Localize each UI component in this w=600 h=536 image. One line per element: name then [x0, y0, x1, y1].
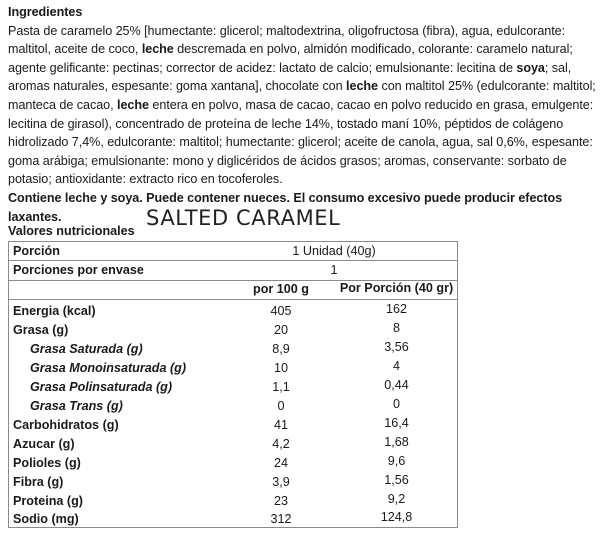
- column-header-per100: por 100 g: [253, 282, 309, 296]
- nutrient-per-serving: 9,6: [387, 454, 406, 468]
- ingredient-segment: ; sal, aromas naturales, espesante: goma xantana], chocolate con: [8, 60, 572, 94]
- nutrient-per100: 312: [270, 512, 292, 526]
- nutrient-per100: 0: [277, 399, 285, 413]
- column-header-row: [9, 280, 457, 299]
- column-header-per-serving: Por Porción (40 gr): [339, 281, 454, 295]
- nutrient-label: Carbohidratos (g): [13, 418, 119, 432]
- nutrient-per-serving: 1,56: [384, 473, 409, 487]
- nutrient-per-serving: 162: [385, 302, 407, 316]
- allergen-leche: leche: [117, 97, 149, 112]
- nutrition-heading: Valores nutricionales: [8, 224, 135, 238]
- servings-per-package-label: Porciones por envase: [13, 263, 144, 277]
- ingredients-heading: Ingredientes: [8, 5, 83, 19]
- nutrient-label: Grasa (g): [13, 323, 69, 337]
- ingredient-segment: descremada en polvo, almidón modificado, colorante: caramelo natural; agente gelificante: pectinas; corrector de acidez: lactato de calcio; emulsionante: lecitina de: [8, 42, 573, 75]
- serving-label: Porción: [13, 244, 60, 258]
- nutrient-per100: 41: [273, 418, 288, 432]
- nutrient-label: Grasa Trans (g): [30, 399, 123, 413]
- nutrient-label: Energia (kcal): [13, 304, 96, 318]
- allergen-warning: Contiene leche y soya. Puede contener nueces. El consumo excesivo puede producir efectos laxantes.: [8, 190, 563, 224]
- servings-per-package-value: 1: [330, 263, 338, 277]
- nutrient-per-serving: 0: [392, 397, 400, 411]
- nutrient-per100: 20: [273, 323, 288, 337]
- nutrient-per-serving: 8: [392, 321, 400, 335]
- nutrient-per-serving: 9,2: [387, 492, 406, 506]
- nutrient-per-serving: 3,56: [384, 340, 409, 354]
- allergen-leche: leche: [346, 79, 379, 94]
- ingredient-segment: entera en polvo, masa de cacao, cacao en polvo reducido en grasa, emulgente: lecitina de girasol), concentrado de proteína de leche 14%, tostado maní 10%, péptidos de colágeno hidrolizado 7,4%, edulcorante: maltitol; humectante: glicerol; aceite de canola, agua, sal 0,6%, espesante: goma arábiga; emulsionante: mono y diglicéridos de ácidos grasos; aromas, conservante: sorbato de potasio; antioxidante: extracto rico en tocoferoles.: [8, 97, 594, 187]
- nutrient-per100: 8,9: [272, 342, 290, 356]
- nutrient-per-serving: 4: [392, 359, 400, 373]
- nutrient-label: Grasa Saturada (g): [30, 342, 143, 356]
- allergen-leche: leche: [141, 42, 174, 57]
- servings-per-package-row: [9, 261, 457, 280]
- nutrient-per100: 1,1: [272, 380, 290, 394]
- nutrient-label: Fibra (g): [13, 475, 64, 489]
- nutrient-per100: 4,2: [272, 437, 290, 451]
- nutrient-per-serving: 124,8: [380, 510, 413, 524]
- nutrient-per100: 10: [273, 361, 288, 375]
- nutrient-label: Sodio (mg): [13, 512, 79, 526]
- ingredient-segment: con maltitol 25% (edulcorante: maltitol; manteca de cacao,: [8, 79, 596, 112]
- ingredients-text: [8, 24, 596, 187]
- nutrient-per100: 24: [273, 456, 288, 470]
- nutrition-table: [8, 241, 458, 528]
- nutrient-label: Grasa Polinsaturada (g): [30, 380, 173, 394]
- nutrient-per100: 405: [270, 304, 292, 318]
- nutrient-per100: 3,9: [272, 475, 290, 489]
- nutrient-label: Proteina (g): [13, 494, 83, 508]
- nutrient-label: Azucar (g): [13, 437, 75, 451]
- nutrient-row-sodio: [9, 510, 457, 529]
- serving-row: [9, 242, 457, 261]
- nutrient-per100: 23: [273, 494, 288, 508]
- ingredient-segment: Pasta de caramelo 25% [humectante: glicerol; maltodextrina, oligofructosa (fibra), agua, edulcorante: maltitol, aceite de coco,: [8, 23, 566, 57]
- nutrient-per-serving: 16,4: [384, 416, 409, 430]
- serving-value: 1 Unidad (40g): [292, 244, 376, 258]
- nutrient-per-serving: 0,44: [384, 378, 409, 392]
- ingredients-block: [8, 3, 598, 226]
- product-title: SALTED CARAMEL: [146, 206, 341, 230]
- nutrient-label: Polioles (g): [13, 456, 81, 470]
- allergen-soya: soya: [516, 60, 545, 75]
- nutrient-label: Grasa Monoinsaturada (g): [30, 361, 187, 375]
- nutrient-per-serving: 1,68: [384, 435, 409, 449]
